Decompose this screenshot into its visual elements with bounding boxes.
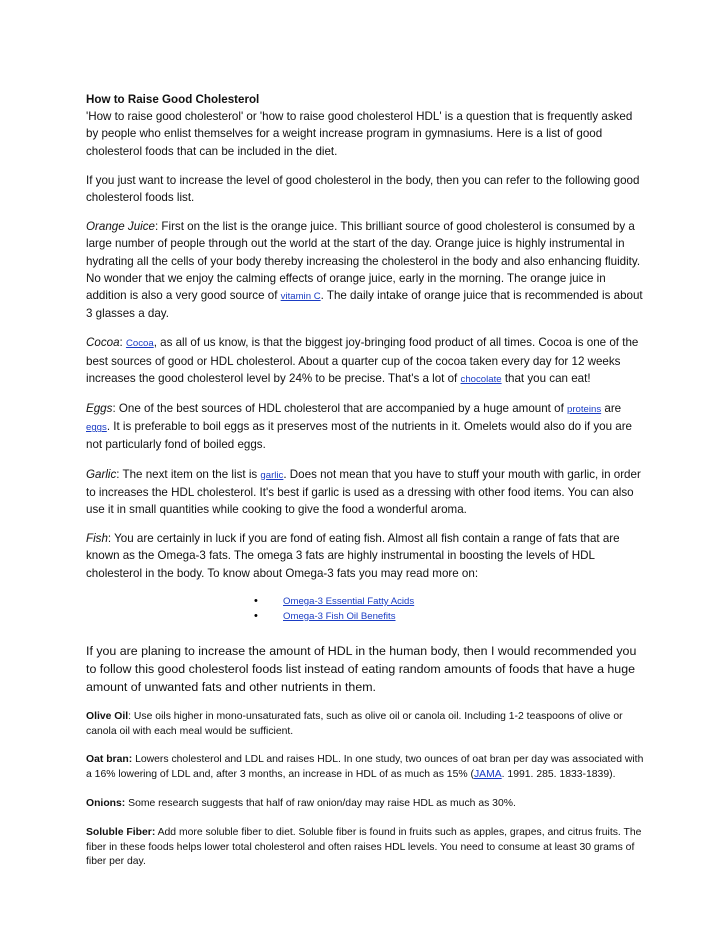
intro-paragraph — [86, 91, 646, 160]
oat-bran-text-end: . 1991. 285. 1833-1839). — [501, 769, 616, 781]
fish-label: Fish — [86, 532, 108, 546]
olive-oil-paragraph — [86, 710, 646, 740]
olive-oil-label: Olive Oil — [86, 710, 129, 722]
olive-oil-text: : Use oils higher in mono-unsaturated fats, such as olive oil or canola oil. Including 1-2 teaspoons of olive or canola oil with each meal would be sufficient. — [86, 710, 623, 737]
omega-3-fatty-acids-link[interactable]: Omega-3 Essential Fatty Acids — [283, 595, 415, 607]
cocoa-link[interactable]: Cocoa — [125, 338, 154, 350]
cocoa-sep: : — [119, 336, 126, 350]
orange-juice-text-end: . The daily intake of orange juice that is recommended is about 3 glasses a day. — [86, 289, 643, 321]
list-item — [254, 609, 646, 624]
fish-text: : You are certainly in luck if you are fond of eating fish. Almost all fish contain a range of fats that are known as the Omega-3 fats. The omega 3 fats are highly instrumental in boosting the levels of HDL cholesterol in the body. To know about Omega-3 fats you may read more on: — [86, 532, 620, 580]
vitamin-c-link[interactable]: vitamin C — [280, 291, 321, 303]
jama-link[interactable]: JAMA — [473, 769, 502, 781]
garlic-paragraph — [86, 466, 646, 519]
soluble-fiber-paragraph — [86, 826, 646, 870]
orange-juice-text: : First on the list is the orange juice. This brilliant source of good cholesterol is consumed by a large number of people through out the world at the start of the day. Orange juice is highly instrumental in hydrating all the cells of your body thereby increasing the cholesterol in the body and also enhancing fluidity. No wonder that we enjoy the calming effects of orange juice, early in the morning. The orange juice in addition is also a very good source of — [86, 220, 641, 303]
list-item — [254, 594, 646, 609]
eggs-label: Eggs — [86, 402, 113, 416]
cocoa-label: Cocoa — [86, 336, 120, 350]
eggs-text-end: . It is preferable to boil eggs as it preserves most of the nutrients in it. Omelets would also do if you are not particularly fond of boiled eggs. — [86, 420, 633, 452]
chocolate-link[interactable]: chocolate — [460, 373, 502, 385]
garlic-link[interactable]: garlic — [260, 469, 284, 481]
onions-paragraph — [86, 797, 646, 812]
omega-3-fish-oil-link[interactable]: Omega-3 Fish Oil Benefits — [283, 610, 396, 622]
eggs-paragraph — [86, 400, 646, 454]
onions-text: Some research suggests that half of raw onion/day may raise HDL as much as 30%. — [125, 798, 516, 810]
eggs-link[interactable]: eggs — [86, 422, 107, 434]
onions-label: Onions: — [86, 798, 126, 810]
proteins-link[interactable]: proteins — [567, 404, 602, 416]
cocoa-text: , as all of us know, is that the biggest joy-bringing food product of all times. Cocoa is one of the best sources of good or HDL cholesterol. About a quarter cup of the cocoa taken every day for 12 weeks increases the good cholesterol level by 24% to be precise. That's a lot of — [86, 336, 639, 385]
document-page — [86, 91, 646, 884]
soluble-fiber-label: Soluble Fiber: — [86, 826, 156, 838]
intro-text: 'How to raise good cholesterol' or 'how to raise good cholesterol HDL' is a question that is frequently asked by people who enlist themselves for a weight increase program in gymnasiums. Here is a list of good cholesterol foods that can be included in the diet. — [86, 110, 633, 158]
eggs-text-mid: are — [601, 402, 622, 416]
oat-bran-text: Lowers cholesterol and LDL and raises HDL. In one study, two ounces of oat bran per day was associated with a 16% lowering of LDL and, after 3 months, an increase in HDL of as much as 15% ( — [86, 754, 644, 781]
garlic-text-end: . Does not mean that you have to stuff your mouth with garlic, in order to increases the HDL cholesterol. It's best if garlic is used as a dressing with other food items. You can also use it in small quantities while cooking to give the food a wonderful aroma. — [86, 467, 641, 517]
oat-bran-label: Oat bran: — [86, 754, 133, 766]
cocoa-paragraph — [86, 334, 646, 388]
planing-paragraph: If you are planing to increase the amount of HDL in the human body, then I would recommended you to follow this good cholesterol foods list instead of eating random amounts of foods that have a huge amount of unwanted fats and other nutrients in them. — [86, 643, 637, 694]
cocoa-text-end: that you can eat! — [501, 371, 591, 385]
garlic-text: : The next item on the list is — [116, 467, 261, 481]
bullet-icon: • — [254, 609, 258, 622]
garlic-label: Garlic — [86, 467, 117, 481]
bullet-icon: • — [254, 594, 258, 607]
eggs-text: : One of the best sources of HDL cholesterol that are accompanied by a huge amount of — [112, 402, 568, 416]
omega-links-list — [86, 594, 646, 624]
orange-juice-label: Orange Juice — [86, 220, 155, 234]
soluble-fiber-text: Add more soluble fiber to diet. Soluble fiber is found in fruits such as apples, grapes, and citrus fruits. The fiber in these foods helps lower total cholesterol and often raises HDL levels. You need to consume at least 30 grams of fiber per day. — [86, 826, 642, 868]
intro2-paragraph: If you just want to increase the level of good cholesterol in the body, then you can refer to the following good cholesterol foods list. — [86, 173, 640, 205]
document-title: How to Raise Good Cholesterol — [86, 93, 260, 106]
oat-bran-paragraph — [86, 753, 646, 783]
orange-juice-paragraph — [86, 218, 646, 322]
fish-paragraph — [86, 530, 646, 582]
